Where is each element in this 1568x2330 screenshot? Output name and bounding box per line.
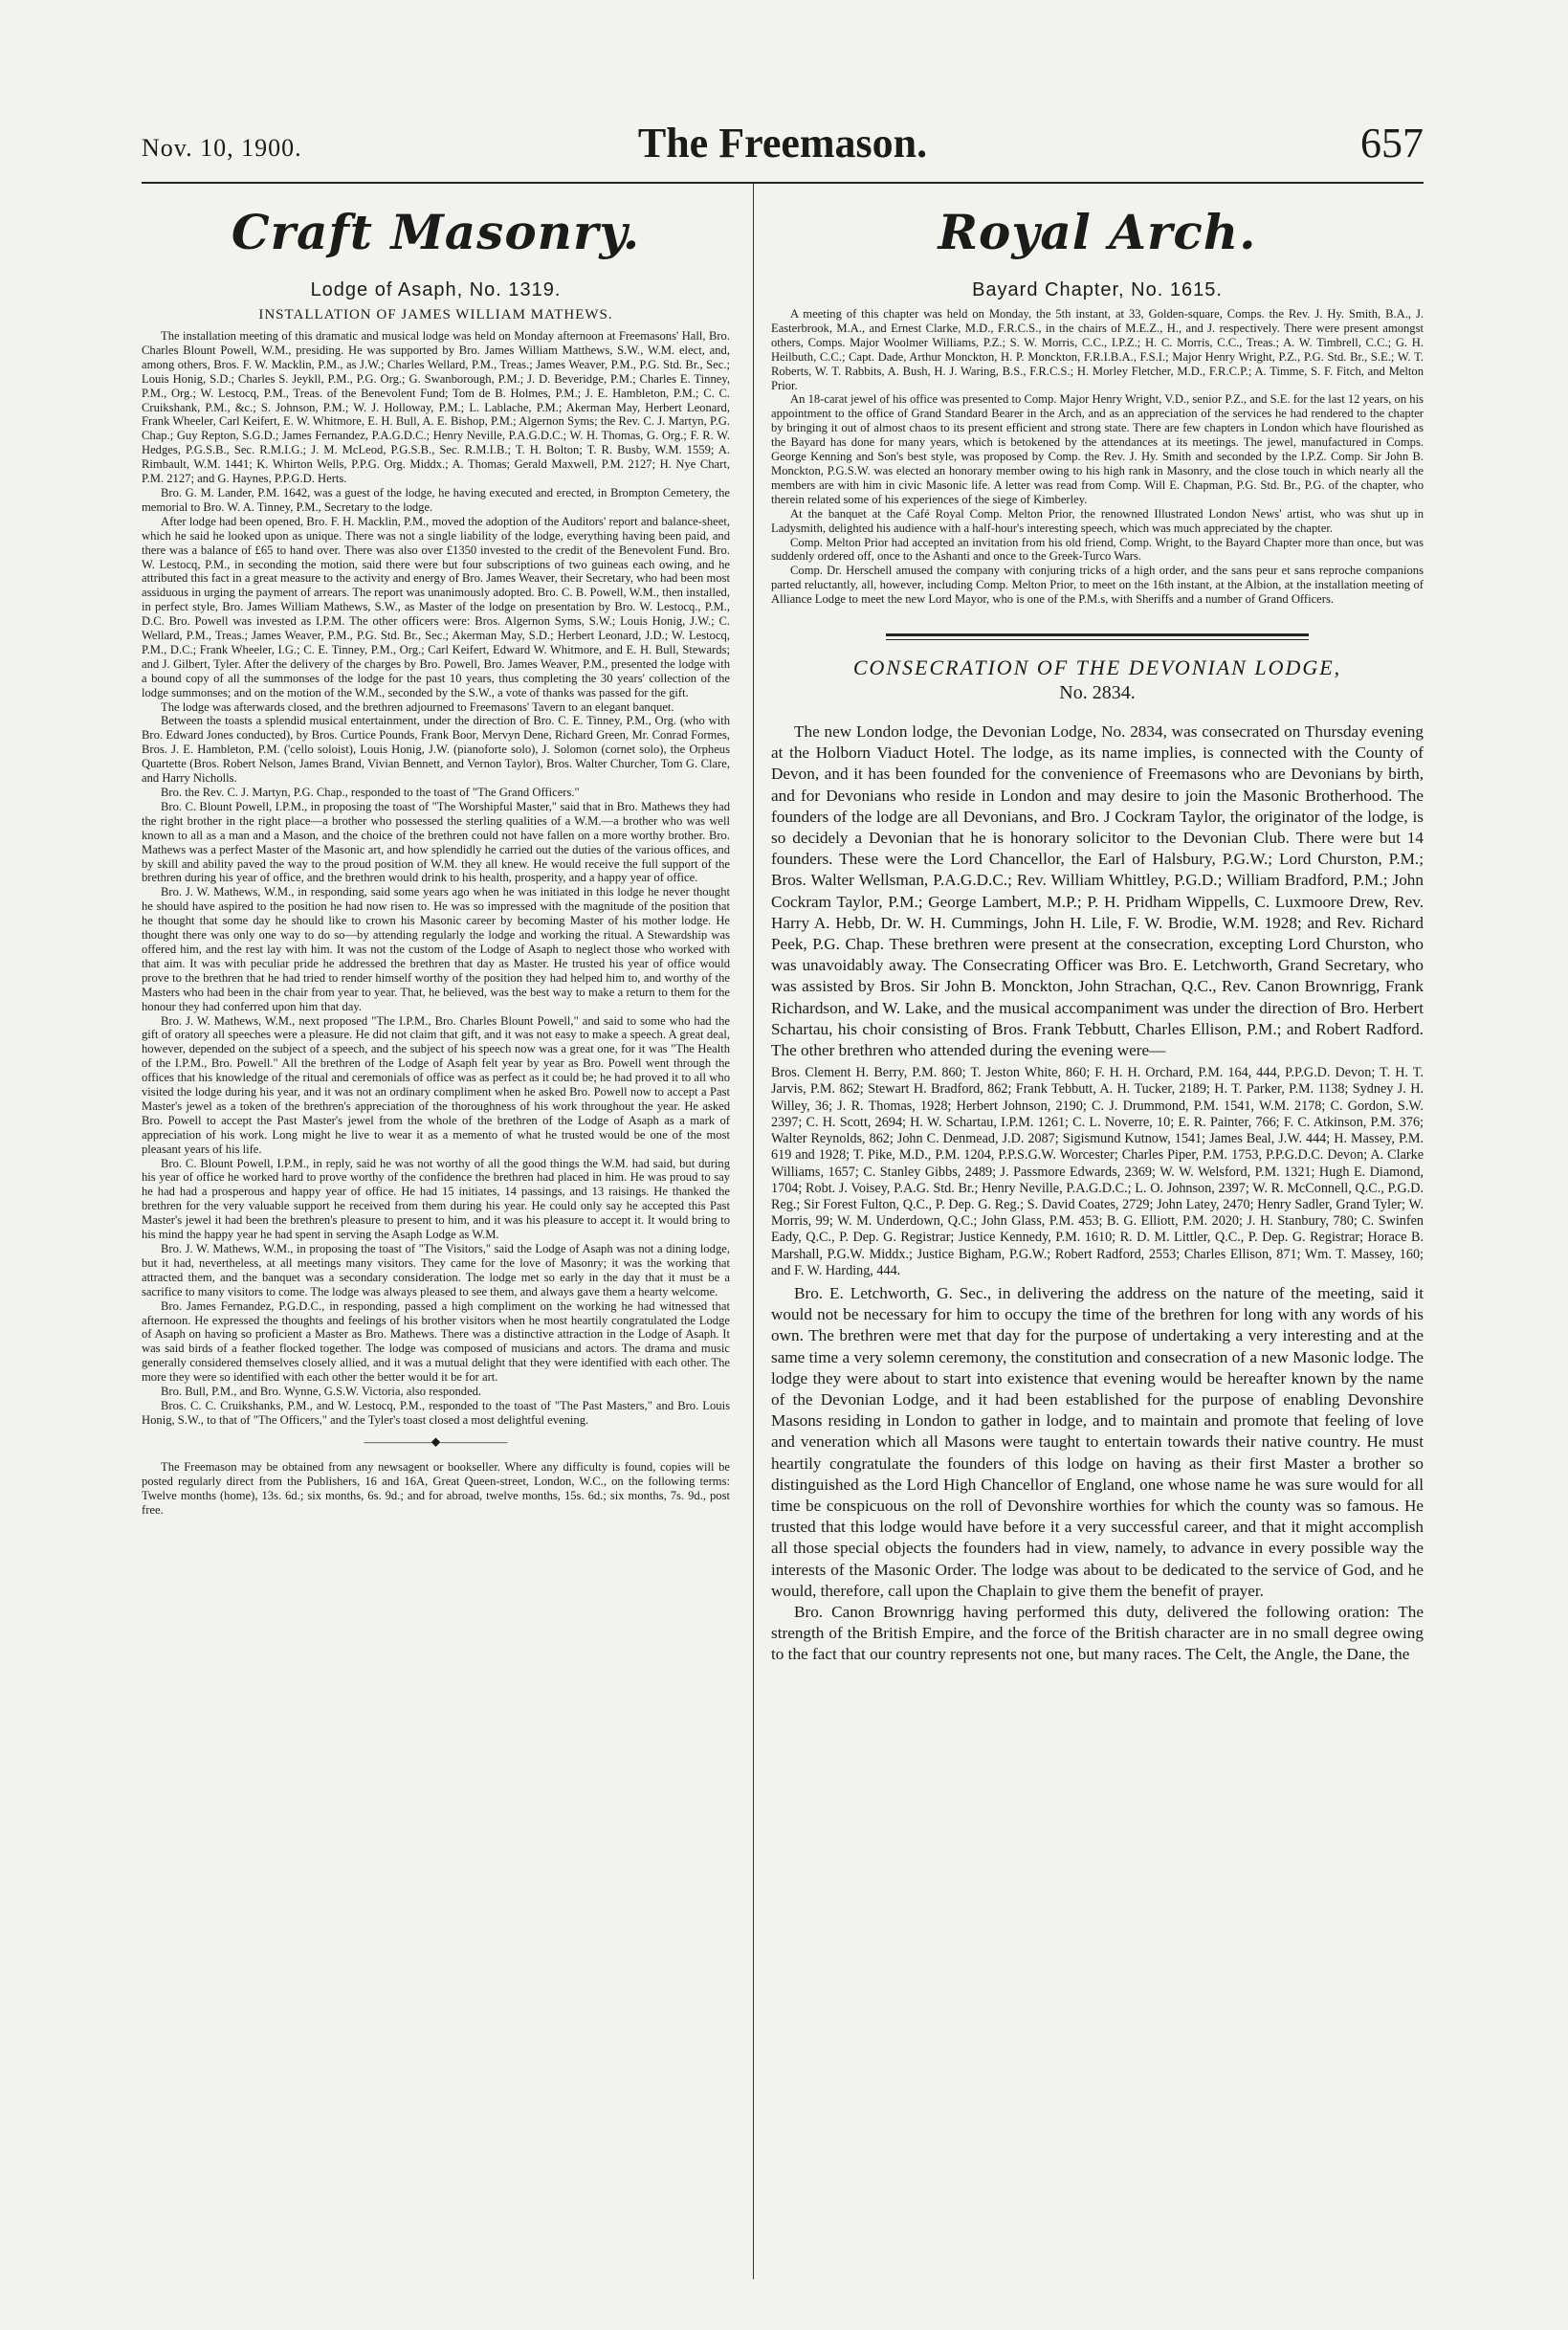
chapter-heading: Bayard Chapter, No. 1615. xyxy=(972,279,1223,300)
notice-text: The Freemason may be obtained from any newsagent or bookseller. Where any difficulty is found, copies will be posted regularly direct from the Publishers, 16 and 16A, Great Queen-street, London, W.C., on the following terms: Twelve months (home), 13s. 6d.; six months, 6s. 9d.; and for abroad, twelve months, 15s. 6d.; six months, 7s. 9d., post free. xyxy=(142,1459,730,1517)
header-rule xyxy=(142,182,1424,184)
paragraph: An 18-carat jewel of his office was presented to Comp. Major Henry Wright, V.D., senior P.Z., and S.E. for the last 12 years, on his appointment to the office of Grand Standard Bearer in the Arch, and as an appreciation of the services he had rendered to the chapter by bringing it out of almost chaos to its present efficient and strong state. There are few chapters in London which have flourished as the Bayard has done for many years, which is betokened by the attendances at its meetings. The jewel, manufactured in Comps. George Kenning and Son's best style, was proposed by Comp. the Rev. J. Hy. Smith and seconded by the I.P.Z. Comp. Sir John B. Monckton, P.G.S.W. was elected an honorary member owing to his high rank in Masonry, and the close touch in which nearly all the members are with him in civic Masonic life. A letter was read from Comp. Will E. Chapman, P.G. Std. Br., P.G. of the chapter, who therein related some of his experiences of the siege of Kimberley. xyxy=(771,392,1424,506)
paragraph: Bro. C. Blount Powell, I.P.M., in reply, said he was not worthy of all the good things the W.M. had said, but during his year of office he worked hard to prove worthy of the confidence the brethren had placed in him. He was proud to say he had had a prosperous and happy year of office. He had 15 initiates, 14 passings, and 13 raisings. He thanked the brethren for the very valuable support he received from them during his year. He could only say he accepted this Past Master's jewel it had been the brethren's pleasure to present to him, and it was his pleasure to accept it. It would bring to his mind the happy year he had spent in serving the Asaph Lodge as W.M. xyxy=(142,1156,730,1242)
consecration-heading: CONSECRATION OF THE DEVONIAN LODGE, xyxy=(852,655,1342,680)
page-number: 657 xyxy=(1360,120,1424,166)
left-column xyxy=(142,196,730,1517)
paragraph: Bro. James Fernandez, P.G.D.C., in responding, passed a high compliment on the working he had witnessed that afternoon. He expressed the thoughts and feelings of his brother visitors when he most heartily congratulated the Lodge of Asaph on having so proficient a Master as Bro. Mathews. There was a distinctive attraction in the Lodge of Asaph. It was said birds of a feather flocked together. The lodge was composed of musicians and actors. The drama and music generally considered themselves closely allied, and it was a mutual delight that they were identified with each other. The more they were so identified with each other the better would it be for art. xyxy=(142,1298,730,1385)
section-title-royal-arch: Royal Arch. xyxy=(938,204,1257,260)
paragraph: Bro. C. Blount Powell, I.P.M., in proposing the toast of "The Worshipful Master," said that in Bro. Mathews they had the right brother in the right place—a brother who possessed the sterling qualities of a W.M.—a brother who was well known to all as a man and a Mason, and the choice of the brethren could not have fallen on a more worthy brother. Bro. Mathews was a perfect Master of the Masonic art, and how splendidly he carried out the duties of the various offices, and by skill and ability paved the way to the proud position of W.M. they all knew. He would receive the full support of the brethren during his year of office, and the brethren would drink to his health, prosperity, and a happy year of office. xyxy=(142,799,730,885)
paragraph: Between the toasts a splendid musical entertainment, under the direction of Bro. C. E. Tinney, P.M., Org. (who with Bro. Edward Jones conducted), by Bros. Curtice Pounds, Frank Boor, Mervyn Dene, Richard Green, Mr. Conrad Formes, Bros. J. E. Hambleton, P.M. ('cello soloist), Louis Honig, J.W. (pianoforte solo), J. Solomon (cornet solo), the Orpheus Quartette (Bros. Robert Nelson, James Brand, Vivian Bennett, and Vernon Taylor), Bros. Walter Churcher, Tom G. Clare, and Harry Nicholls. xyxy=(142,714,730,786)
section-title-craft-masonry: Craft Masonry. xyxy=(231,204,641,260)
paragraph: Bro. the Rev. C. J. Martyn, P.G. Chap., responded to the toast of "The Grand Officers." xyxy=(161,786,580,799)
right-column xyxy=(771,196,1424,1666)
chapter-report xyxy=(771,307,1424,607)
paragraph: The installation meeting of this dramatic and musical lodge was held on Monday afternoon at Freemasons' Hall, Bro. Charles Blount Powell, W.M., presiding. He was supported by Bro. James William Matthews, S.W., W.M. elect, and, among others, Bros. F. W. Macklin, P.M., as J.W.; Charles Wellard, P.M., Treas.; James Weaver, P.M., P.G. Std. Br., Sec.; Louis Honig, S.D.; Charles S. Jeykll, P.M., P.G. Org.; G. Swanborough, P.M.; J. D. Beveridge, P.M.; Charles E. Tinney, P.M., Org.; W. Lestocq, P.M., Treas. of the Benevolent Fund; Tom de B. Holmes, P.M.; J. E. Hambleton, P.M.; C. C. Cruikshank, P.M., &c.; S. Johnson, P.M.; W. J. Holloway, P.M.; L. Lablache, P.M.; Akerman May, Herbert Leonard, Frank Wheeler, Carl Keifert, E. W. Whitmore, E. H. Bull, A. E. Bishop, P.M.; Algernon Syms; the Rev. C. J. Martyn, P.G. Chap.; Guy Repton, S.G.D.; James Fernandez, P.A.G.D.C.; Henry Neville, P.A.G.D.C.; W. H. Thomas, G. Org.; F. R. W. Hedges, P.G.S.B., Sec. R.M.I.G.; J. M. McLeod, P.G.S.B., Sec. R.M.I.B.; T. H. Bolton; T. R. Busby, W.M. 1559; A. Rimbault, W.M. 1441; K. Whirton Wells, P.P.G. Org. Middx.; A. Thomas; Gerald Maxwell, P.M. 2127; H. Nye Chart, P.M. 2127; and G. Haynes, P.P.G.D. Herts. xyxy=(142,329,730,486)
ornament-divider: —————⬥————— xyxy=(364,1434,508,1450)
page-header xyxy=(142,113,1424,180)
lodge-report xyxy=(142,329,730,1428)
paragraph: Comp. Melton Prior had accepted an invitation from his old friend, Comp. Wright, to the Bayard Chapter more than once, but was suddenly ordered off, once to the Ashanti and once to the Greek-Turco Wars. xyxy=(771,535,1424,564)
consecration-report xyxy=(771,721,1424,1666)
installation-subheading: INSTALLATION OF JAMES WILLIAM MATHEWS. xyxy=(258,307,613,322)
paragraph: The lodge was afterwards closed, and the brethren adjourned to Freemasons' Tavern to an elegant banquet. xyxy=(161,699,674,714)
lodge-heading: Lodge of Asaph, No. 1319. xyxy=(310,279,562,300)
paragraph: Bros. C. C. Cruikshanks, P.M., and W. Lestocq, P.M., responded to the toast of "The Past Masters," and Bro. Louis Honig, S.W., to that of "The Officers," and the Tyler's toast closed a most delightful evening. xyxy=(142,1398,730,1427)
subscription-notice xyxy=(142,1460,730,1518)
paragraph: Bro. J. W. Mathews, W.M., next proposed "The I.P.M., Bro. Charles Blount Powell," and said to some who had the gift of oratory all speeches were a pleasure. He did not claim that gift, and it was not easy to make a speech. A great deal, however, depended on the subject of a speech, and the subject of his speech now was a great one, for it was "The Health of the I.P.M., Bro. Powell." All the brethren of the Lodge of Asaph felt year by year as Bro. Powell went through the offices that his knowledge of the ritual and ceremonials of office was as perfect as it could be; he had proved it to all who visited the lodge during his year, and it was not an ordinary compliment when he asked Bro. Powell now to accept a Past Master's jewel as a token of the brethren's appreciation of the thoroughness of his work throughout the year. He asked Bro. Powell to accept the Past Master's jewel from the whole of the brethren of the Lodge of Asaph as a mark of appreciation of his work. Long might he live to wear it as a memento of what he trusted would be one of the most pleasant years of his life. xyxy=(142,1013,730,1156)
paragraph: Bro. G. M. Lander, P.M. 1642, was a guest of the lodge, he having executed and erected, in Brompton Cemetery, the memorial to Bro. W. A. Tinney, P.M., Secretary to the lodge. xyxy=(142,485,730,514)
paragraph: Bro. J. W. Mathews, W.M., in responding, said some years ago when he was initiated in this lodge he never thought he should have aspired to the position he had now risen to. He was so impressed with the magnitude of the position that he thought that some day he should like to crown his Masonic career by becoming Master of his mother lodge. He thought there was only one way to do so—by attending regularly the lodge and working the ritual. A Stewardship was offered him, and the rest lay with him. It was not the custom of the Lodge of Asaph to neglect those who worked with that aim. It was with peculiar pride he addressed the brethren that day as Master. He trusted his year of office would prove to the brethren that he had tried to render himself worthy of the position they had helped him to, and worthy of the Masters who had been in the chair from year to year. That, he believed, was the best way to make a return to them for the honour they had conferred upon him that day. xyxy=(142,885,730,1013)
issue-date: Nov. 10, 1900. xyxy=(142,134,302,162)
consecration-number: No. 2834. xyxy=(1059,682,1136,704)
paragraph: Bro. Bull, P.M., and Bro. Wynne, G.S.W. Victoria, also responded. xyxy=(161,1385,482,1399)
section-double-rule xyxy=(886,633,1309,640)
paragraph: Bro. J. W. Mathews, W.M., in proposing the toast of "The Visitors," said the Lodge of Asaph was not a dining lodge, but it had, nevertheless, at all meetings many visitors. They came for the love of Masonry; it was the working that attracted them, and the banquet was a secondary consideration. The lodge met so early in the day that it must be a sacrifice to many visitors to come. The lodge was always pleased to see them, and always gave them a hearty welcome. xyxy=(142,1242,730,1298)
paragraph: At the banquet at the Café Royal Comp. Melton Prior, the renowned Illustrated London News' artist, who was shut up in Ladysmith, delighted his audience with a half-hour's interesting speech, which was much appreciated by the chapter. xyxy=(771,506,1424,535)
attendee-list: Bros. Clement H. Berry, P.M. 860; T. Jeston White, 860; F. H. H. Orchard, P.M. 164, 444, P.P.G.D. Devon; T. H. T. Jarvis, P.M. 862; Stewart H. Bradford, 862; Frank Tebbutt, A. H. Tucker, 2189; H. T. Parker, P.M. 1138; Sydney J. H. Willey, 36; J. R. Thomas, 1928; Herbert Johnson, 2190; C. J. Drummond, P.M. 1541, W.M. 2178; C. Gordon, S.W. 2397; C. H. Scott, 2694; H. W. Schartau, I.P.M. 1261; C. L. Noverre, 10; E. R. Painter, 766; F. C. Atkinson, P.M. 376; Walter Reynolds, 862; John C. Denmead, J.D. 2087; Sigismund Kutnow, 1541; James Beal, J.W. 444; H. Massey, P.M. 619 and 1928; T. Pike, M.D., P.M. 1204, P.P.S.G.W. Worcester; Charles Piper, P.M. 1753, P.P.G.D.C. Devon; A. Clarke Williams, 1657; C. Stanley Gibbs, 2489; J. Passmore Edwards, 2369; W. W. Welsford, P.M. 1321; Hugh E. Diamond, 1704; Robt. J. Voisey, P.A.G. Std. Br.; Henry Neville, P.A.G.D.C.; L. O. Johnson, 2397; W. R. McConnell, Q.C., P.G.D. Reg.; Sir Forest Fulton, Q.C., P. Dep. G. Reg.; S. David Coates, 2729; John Latey, 2470; Henry Sadler, Grand Tyler; W. Morris, 99; W. M. Underdown, Q.C.; John Glass, P.M. 453; B. G. Elliott, P.M. 2020; J. H. Stanbury, 780; C. Swinfen Eady, Q.C., P. Dep. G. Registrar; Justice Kennedy, P.M. 1610; R. D. M. Littler, Q.C., P. Dep. G. Registrar; Horace B. Marshall, P.G.W. Middx.; Justice Bigham, P.G.W.; Robert Radford, 2553; Charles Ellison, 871; Wm. T. Massey, 160; and F. W. Harding, 444. xyxy=(771,1065,1424,1278)
column-divider xyxy=(753,184,754,2279)
paragraph: After lodge had been opened, Bro. F. H. Macklin, P.M., moved the adoption of the Auditors' report and balance-sheet, which he said he looked upon as unique. There was not a single liability of the lodge, everything having been paid, and there was a balance of £65 to hand over. There was also over £1350 invested to the credit of the Benevolent Fund. Bro. W. Lestocq, P.M., in seconding the motion, said there were but four subscriptions of two guineas each owing, and he attributed this fact in a great measure to the activity and energy of Bro. James Weaver, their Secretary, who had been most assiduous in urging the payment of arrears. The report was unanimously adopted. Bro. C. B. Powell, W.M., then installed, in perfect style, Bro. James William Mathews, S.W., as Master of the lodge on presentation by Bro. W. Lestocq., P.M., D.C. Bro. Powell was invested as I.P.M. The other officers were: Bros. Algernon Syms, S.W.; Louis Honig, J.W.; C. Wellard, P.M., Treas.; James Weaver, P.M., P.G. Std. Br., Sec.; Akerman May, S.D.; Herbert Leonard, J.D.; W. Lestocq, P.M., D.C.; Frank Wheeler, I.G.; C. E. Tinney, P.M., Org.; Carl Keifert, Edward W. Whitmore, and E. H. Bull, Stewards; and J. Gilbert, Tyler. After the delivery of the charges by Bro. Powell, Bro. James Weaver, P.M., presented the lodge with a bound copy of all the summonses of the lodge for the past 10 years, thus completing the 30 years' collection of the lodge summonses; and on the motion of the W.M., seconded by the S.W., a vote of thanks was passed for the gift. xyxy=(142,514,730,699)
paragraph: Comp. Dr. Herschell amused the company with conjuring tricks of a high order, and the sans peur et sans reproche companions parted reluctantly, all, however, including Comp. Melton Prior, to meet on the 16th instant, at the Albion, at the installation meeting of Alliance Lodge to meet the new Lord Mayor, who is one of the P.M.s, with Sheriffs and a number of Grand Officers. xyxy=(771,564,1424,607)
paragraph: Bro. Canon Brownrigg having performed this duty, delivered the following oration: The strength of the British Empire, and the force of the British character are in no small degree owing to the fact that our country represents not one, but many races. The Celt, the Angle, the Dane, the xyxy=(771,1602,1424,1664)
paragraph: The new London lodge, the Devonian Lodge, No. 2834, was consecrated on Thursday evening at the Holborn Viaduct Hotel. The lodge, as its name implies, is connected with the County of Devon, and it has been founded for the convenience of Freemasons who are Devonians by birth, and for Devonians who reside in London and may desire to join the Masonic Brotherhood. The founders of the lodge are all Devonians, and Bro. J Cockram Taylor, the originator of the lodge, is so decidely a Devonian that he is honorary solicitor to the Devonian Club. There were but 14 founders. These were the Lord Chancellor, the Earl of Halsbury, P.G.W.; Lord Churston, P.M.; Bros. Walter Wellsman, P.A.G.D.C.; Rev. William Whittley, P.G.D.; William Bradford, P.M.; John Cockram Taylor, P.M.; George Lambert, M.P.; P. H. Pridham Wippells, C. Luxmoore Drew, Rev. Harry A. Hebb, Dr. W. H. Cummings, John H. Lile, F. W. Brodie, W.M. 1928; and Rev. Richard Peek, P.G. Chap. These brethren were present at the consecration, excepting Lord Churston, who was unavoidably away. The Consecrating Officer was Bro. E. Letchworth, Grand Secretary, who was assisted by Bros. Sir John B. Monckton, John Strachan, Q.C., Rev. Canon Brownrigg, Frank Richardson, and W. Lake, and the musical accompaniment was under the direction of Bro. Herbert Schartau, his choir consisting of Bros. Frank Tebbutt, Charles Ellison, P.M.; and Robert Radford. The other brethren who attended during the evening were— xyxy=(771,722,1424,1060)
paragraph: A meeting of this chapter was held on Monday, the 5th instant, at 33, Golden-square, Comps. the Rev. J. Hy. Smith, B.A., J. Easterbrook, M.A., and Ernest Clarke, M.D., F.R.C.S., in the chairs of M.E.Z., H., and J. respectively. There were present amongst others, Comps. Major Woolmer Williams, P.Z.; S. W. Morris, C.C., I.P.Z.; H. C. Morris, C.C., Treas.; A. W. Timbrell, C.C.; G. H. Heilbuth, C.C.; Capt. Dade, Arthur Monckton, H. P. Monckton, F.R.I.B.A., F.S.I.; Major Henry Wright, P.Z., P.G. Std. Br., S.E.; W. T. Roberts, W. T. Rabbits, A. Bush, H. J. Waring, B.S., F.R.C.S.; H. Morley Fletcher, M.D., F.R.C.P.; A. Timme, S. F. Fitch, and Melton Prior. xyxy=(771,307,1424,392)
paragraph: Bro. E. Letchworth, G. Sec., in delivering the address on the nature of the meeting, said it would not be necessary for him to occupy the time of the brethren for long with any words of his own. The brethren were met that day for the purpose of undertaking a very interesting and at the same time a very solemn ceremony, the constitution and consecration of a new Masonic lodge. The lodge they were about to start into existence that evening would be hereafter known by the name of the Devonian Lodge, and it had been established for the purpose of enabling Devonshire Masons residing in London to gather in lodge, and to maintain and promote that feeling of love and veneration which all Masons were taught to entertain towards their native country. He must heartily congratulate the founders of this lodge on having as their first Master a brother so distinguished as the Lord High Chancellor of England, one whose name he was sure would for all time be conspicuous on the roll of Devonshire worthies for which the county was so famous. He trusted that this lodge would have before it a very successful career, and that it might accomplish all those special objects the founders had in view, namely, to advance in every possible way the interests of the Masonic Order. The lodge was about to be dedicated to the service of God, and he would, therefore, call upon the Chaplain to give them the benefit of prayer. xyxy=(771,1283,1424,1600)
publication-title: The Freemason. xyxy=(637,120,928,166)
